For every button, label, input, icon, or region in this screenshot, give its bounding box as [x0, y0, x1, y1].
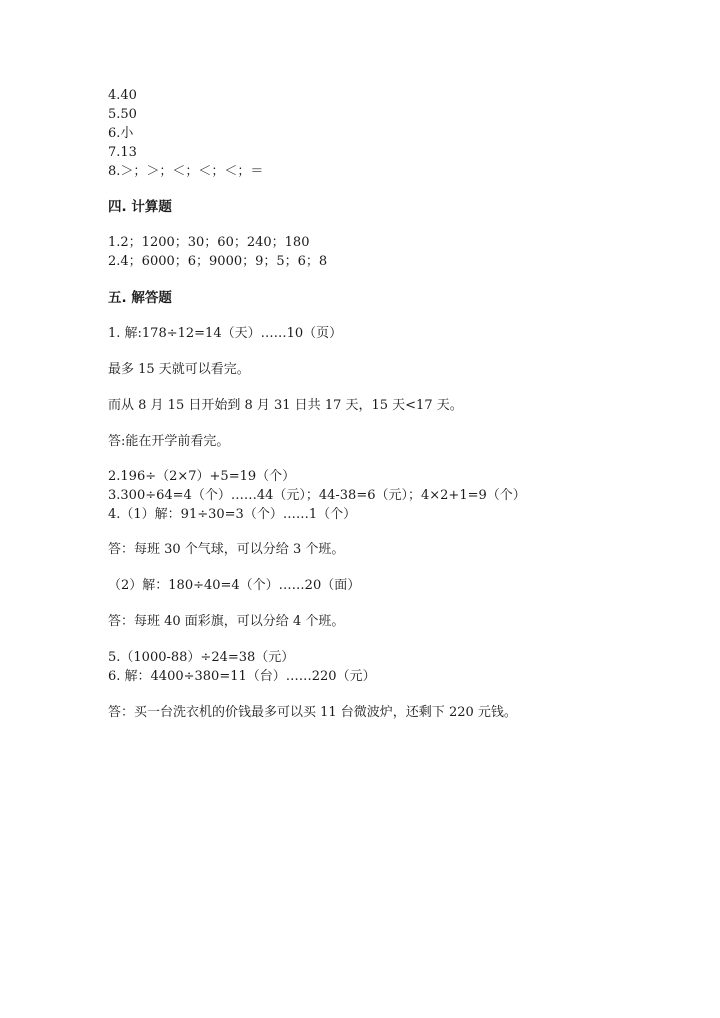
answer-line: 4.（1）解：91÷30=3（个）……1（个） — [108, 507, 357, 522]
answer-line: 答：买一台洗衣机的价钱最多可以买 11 台微波炉，还剩下 220 元钱。 — [108, 705, 517, 720]
answer-line: 答：每班 40 面彩旗，可以分给 4 个班。 — [108, 614, 345, 629]
section-heading-word-problems: 五. 解答题 — [108, 290, 172, 306]
answer-line: 最多 15 天就可以看完。 — [108, 362, 250, 377]
answer-line: 答:能在开学前看完。 — [108, 434, 230, 449]
answer-line: 3.300÷64=4（个）……44（元）；44-38=6（元）；4×2+1=9（个） — [108, 488, 526, 503]
answer-line: 答：每班 30 个气球，可以分给 3 个班。 — [108, 542, 345, 557]
answer-line: 2.4；6000；6；9000；9；5；6；8 — [108, 254, 328, 269]
answer-line: 2.196÷（2×7）+5=19（个） — [108, 469, 296, 484]
answer-line: 1.2；1200；30；60；240；180 — [108, 235, 310, 250]
section-heading-calculation: 四. 计算题 — [108, 199, 172, 215]
answer-line: 6. 解：4400÷380=11（台）……220（元） — [108, 669, 376, 684]
answer-line: 5.50 — [108, 107, 137, 122]
answer-line: 5.（1000-88）÷24=38（元） — [108, 650, 295, 665]
answer-line: 而从 8 月 15 日开始到 8 月 31 日共 17 天，15 天<17 天。 — [108, 398, 463, 413]
answer-line: 8.＞；＞；＜；＜；＜；＝ — [108, 164, 264, 179]
answer-line: 4.40 — [108, 88, 137, 103]
answer-line: 7.13 — [108, 145, 137, 160]
answer-line: 1. 解:178÷12=14（天）……10（页） — [108, 326, 343, 341]
answer-line: （2）解：180÷40=4（个）……20（面） — [108, 578, 361, 593]
answer-line: 6.小 — [108, 126, 134, 141]
